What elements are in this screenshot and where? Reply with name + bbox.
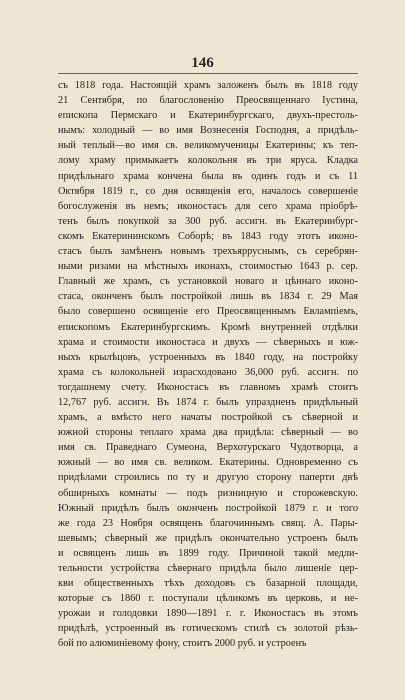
text-line: урожаи и голодовки 1890—1891 г. г. Иконостасъ въ этомъ [58,608,358,620]
text-line: тогдашнему счету. Иконостасъ въ главномъ храмѣ стоитъ [58,381,358,393]
text-line: Октября 1819 г., со дня освященія его, началось совершеніе [58,185,358,197]
text-line: придѣлами строились по ту и другую сторону паперти двѣ [58,472,358,484]
text-line: епископа Пермскаго и Екатеринбургскаго, двухъ-престоль- [58,110,358,122]
text-line: имя св. Праведнаго Сумеона, Верхотурскаго Чудотворца, а [58,442,358,454]
text-line: нымъ: холодный — во имя Вознесенія Господня, а придѣль- [58,125,358,137]
text-line: обширныхъ комнаты — подъ ризницную и сторожевскую. [58,487,358,499]
text-line: было совершено освященіе его Преосвященнымъ Евлампіемъ, [58,306,358,318]
text-line: епископомъ Екатеринбургскимъ. Кромѣ внутренней отдѣлки [58,321,358,333]
text-line: лому храму примыкаетъ колокольня въ три яруса. Кладка [58,155,358,167]
text-line: Южный придѣлъ былъ оконченъ постройкой 1879 г. и того [58,502,358,514]
text-line: храмъ, а вмѣсто него начаты постройкой съ сѣверной и [58,412,358,424]
text-line: же года 23 Ноября освященъ благочиннымъ свящ. А. Пары- [58,517,358,529]
body-text [58,78,358,652]
text-line: ными ризами на мѣстныхъ иконахъ, стоимостью 1643 р. сер. [58,261,358,273]
text-line: тельности устройства сѣвернаго придѣла было лишеніе цер- [58,563,358,574]
text-line: 21 Сентября, по благословенію Преосвященнаго Іустина, [58,95,358,107]
text-line: стаса, оконченъ былъ постройкой лишь въ 1834 г. 29 Мая [58,291,358,303]
text-line: шевымъ; сѣверный же придѣлъ окончательно устроенъ былъ [58,532,358,544]
text-line: бой по алюминіевому фону, стоитъ 2000 руб. и устроенъ [58,638,307,650]
text-line: которые съ 1860 г. поступали цѣликомъ въ церковь, и не- [58,593,358,605]
text-line: придѣлѣ, устроенный въ готическомъ стилѣ съ золотой рѣзь- [58,623,358,635]
text-line: стасъ былъ замѣненъ новымъ трехъярруснымъ, съ серебрян- [58,246,358,258]
text-line: кви общественныхъ тѣхъ доходовъ съ базарной площади, [58,578,358,590]
text-line: южный — во имя св. великом. Екатерины. Одновременно съ [58,457,358,469]
header-rule [58,73,358,74]
text-line: храма съ колокольней израсходовано 36,000 руб. ассигн. по [58,366,358,378]
text-line: храма и стоимости иконостаса и двухъ — сѣверныхъ и юж- [58,336,358,348]
text-line: Главный же храмъ, съ установкой новаго и цѣннаго иконо- [58,276,358,288]
page-number: 146 [191,55,214,71]
text-line: ный теплый—во имя св. великомученицы Екатерины; къ теп- [58,140,358,152]
text-line: скомъ Екатерининскомъ Соборѣ; въ 1843 году этотъ иконо- [58,230,358,242]
text-line: и освященъ лишь въ 1899 году. Причиной такой медли- [58,547,358,559]
text-line: южной стороны теплаго храма два придѣла: сѣверный — во [58,427,358,439]
text-line: богослуженія въ немъ; иконостасъ для сего храма пріобрѣ- [58,200,358,212]
text-line: 12,767 руб. ассигн. Въ 1874 г. былъ упраздненъ придѣльный [58,396,358,408]
text-line: придѣльнаго храма кончена была въ одинъ годъ и съ 11 [58,170,358,182]
text-line: съ 1818 года. Настоящій храмъ заложенъ былъ въ 1818 году [58,80,358,91]
text-line: тенъ былъ покупкой за 300 руб. ассигн. въ Екатеринбург- [58,215,358,227]
text-line: ныхъ крылѣцовъ, устроенныхъ въ 1840 году, на постройку [58,351,358,363]
